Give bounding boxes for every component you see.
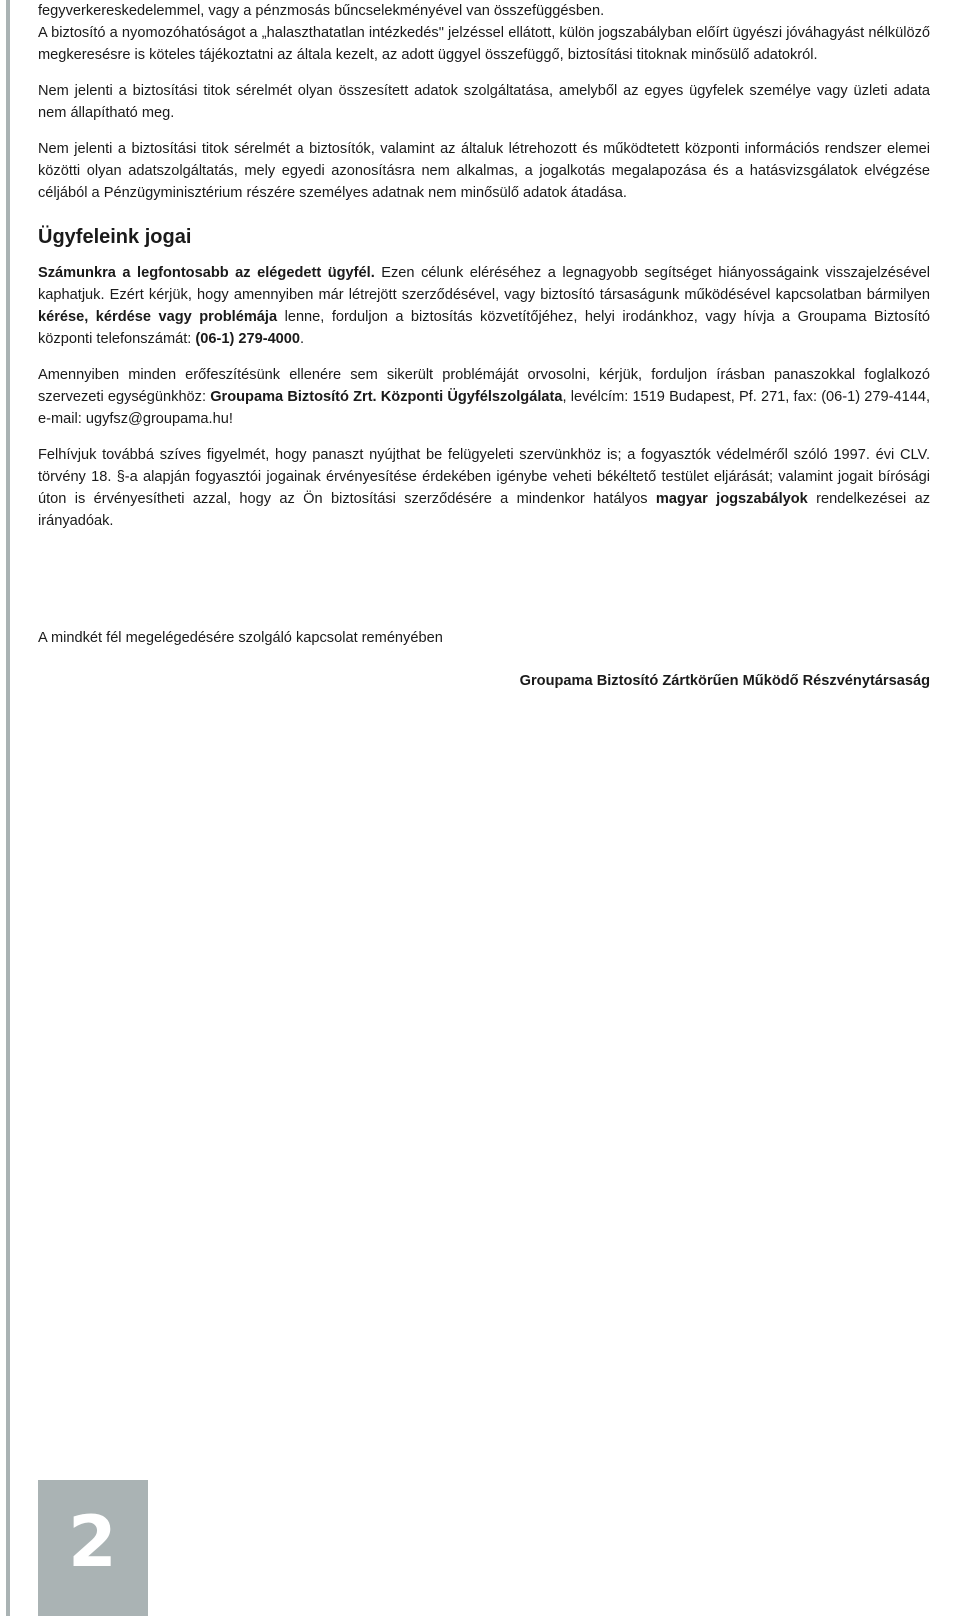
paragraph [38, 22, 930, 66]
text-run: , levélcím: 1519 Budapest, Pf. 271, fax: (06-1) 279-4144, e-mail: ugyfsz@groupama.hu! [38, 389, 931, 427]
paragraph [38, 364, 930, 430]
left-margin-rule [6, 0, 10, 1616]
paragraph-continuation [38, 0, 930, 22]
closing-line: A mindkét fél megelégedésére szolgáló kapcsolat reményében [38, 630, 443, 646]
paragraph [38, 262, 930, 350]
bold-text: magyar jogszabályok [655, 491, 808, 507]
signature-company-name: Groupama Biztosító Zártkörűen Működő Részvénytársaság [519, 673, 930, 689]
paragraph [38, 138, 930, 204]
page-number: 2 [68, 1501, 117, 1583]
paragraph [38, 80, 930, 124]
bold-text: Számunkra a legfontosabb az elégedett ügyfél. [38, 265, 375, 281]
page-number-box [38, 1480, 148, 1616]
text-run: Ügyfeleink jogai [38, 226, 192, 248]
document-body [38, 0, 930, 546]
text-run: Nem jelenti a biztosítási titok sérelmét a biztosítók, valamint az általuk létrehozott és működtetett központi információs rendszer elemei közötti olyan adatszolgáltatás, mely egyedi azonosításra nem alkalmas, a jogalkotás megalapozása és a hatásvizsgálatok elvégzése céljából a Pénzügyminisztérium részére személyes adatnak nem minősülő adatok átadása. [38, 141, 930, 201]
text-run: A biztosító a nyomozóhatóságot a „halaszthatatlan intézkedés" jelzéssel ellátott, külön jogszabályban előírt ügyészi jóváhagyást nélkülöző megkeresésre is köteles tájékoztatni az általa kezelt, az adott üggyel összefüggő, biztosítási titoknak minősülő adatokról. [38, 25, 930, 63]
text-run: fegyverkereskedelemmel, vagy a pénzmosás bűncselekményével van összefüggésben. [38, 3, 605, 19]
text-run: Amennyiben minden erőfeszítésünk ellenére sem sikerült problémáját orvosolni, kérjük, forduljon írásban panaszokkal foglalkozó szervezeti egységünkhöz: [38, 367, 930, 405]
text-run: lenne, forduljon a biztosítás közvetítőjéhez, helyi irodánkhoz, vagy hívja a Groupama Biztosító központi telefonszámát: [38, 309, 930, 347]
bold-text: kérése, kérdése vagy problémája [38, 309, 278, 325]
bold-text: (06-1) 279-4000 [195, 331, 301, 347]
text-run: Ezen célunk eléréséhez a legnagyobb segítséget hiányosságaink visszajelzésével kaphatjuk. Ezért kérjük, hogy amennyiben már létrejött szerződésével, vagy biztosító társaságunk működésével kapcsolatban bármilyen [38, 265, 930, 303]
text-run: . [300, 331, 305, 347]
text-run: Nem jelenti a biztosítási titok sérelmét olyan összesített adatok szolgáltatása, amelyből az egyes ügyfelek személye vagy üzleti adata nem állapítható meg. [38, 83, 930, 121]
bold-text: Groupama Biztosító Zrt. Központi Ügyfélszolgálata [210, 389, 563, 405]
paragraph [38, 444, 930, 532]
text-run: rendelkezései az irányadóak. [38, 491, 930, 529]
section-title [38, 224, 930, 250]
text-run: Felhívjuk továbbá szíves figyelmét, hogy panaszt nyújthat be felügyeleti szervünkhöz is; a fogyasztók védelméről szóló 1997. évi CLV. törvény 18. §-a alapján fogyasztói jogainak érvényesítése érdekében igénybe veheti békéltető testület eljárását; valamint jogait bírósági úton is érvényesítheti azzal, hogy az Ön biztosítási szerződésére a mindenkor hatályos [38, 447, 930, 507]
